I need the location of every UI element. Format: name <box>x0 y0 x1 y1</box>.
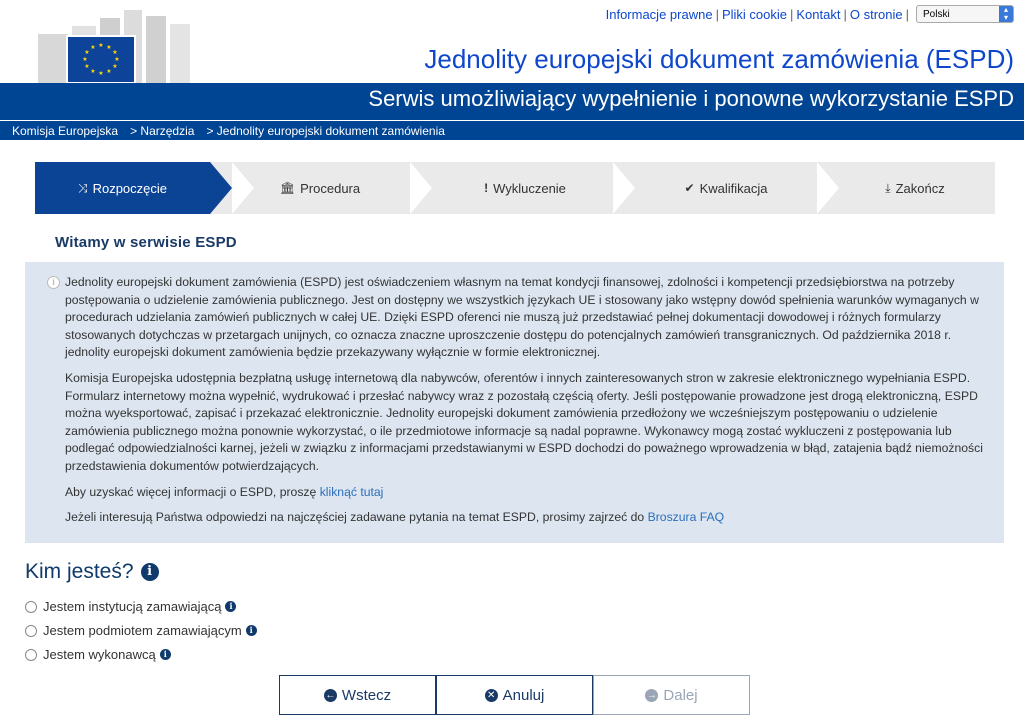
info-paragraph-3: Aby uzyskać więcej informacji o ESPD, proszę kliknąć tutaj <box>65 484 384 499</box>
welcome-heading: Witamy w serwisie ESPD <box>55 234 237 251</box>
faq-link[interactable]: Broszura FAQ <box>647 510 725 525</box>
step-exclusion[interactable]: ! Wykluczenie <box>484 180 566 196</box>
info-paragraph-4: Jeżeli interesują Państwa odpowiedzi na najczęściej zadawane pytania na temat ESPD, prosimy zajrzeć do Broszura FAQ <box>65 510 725 525</box>
svg-text:★: ★ <box>112 49 118 56</box>
info-icon[interactable]: i <box>141 563 159 581</box>
shuffle-icon: ⤨ <box>77 180 88 195</box>
arrow-left-icon: ← <box>325 689 336 701</box>
link-legal[interactable]: Informacje prawne <box>605 6 713 22</box>
svg-text:★: ★ <box>98 70 104 77</box>
who-are-you-heading: Kim jesteś? i <box>25 560 159 584</box>
link-cookies[interactable]: Pliki cookie <box>721 6 787 22</box>
step-procedure[interactable]: 🏛 Procedura <box>279 180 361 196</box>
step-arrow <box>210 162 232 214</box>
header-banner <box>0 83 1024 120</box>
step-separator <box>613 162 635 214</box>
svg-text:★: ★ <box>98 42 104 49</box>
breadcrumb-item[interactable]: > Jednolity europejski dokument zamówienia <box>206 123 445 138</box>
info-box <box>25 262 1004 543</box>
language-select[interactable] <box>916 5 1014 23</box>
info-paragraph-2: Komisja Europejska udostępnia bezpłatną usługę internetową dla nabywców, oferentów i innych zainteresowanych stron w zakresie elektronicznego wypełniania ESPD. Formularz internetowy można wypełnić, wydrukować i przesłać nabywcy wraz z pozostałą częścią oferty. Jeśli postępowanie prowadzone jest drogą elektroniczną, ESPD można wyeksportować, zapisać i przekazać elektronicznie. Jednolity europejski dokument zamówienia przedłożony we wcześniejszym postępowaniu o udzielenie zamówienia publicznego można ponownie wykorzystać, o ile przedmiotowe informacje są nadal poprawne. Wykonawcy mogą zostać wykluczeni z postępowania lub podlegać odpowiedzialności karnej, jeżeli w związku z informacjami przedstawianymi w ESPD dochodzi do poważnego wprowadzenia w błąd, zatajenia bądź niemożności przedstawienia dokumentów potwierdzających. <box>65 370 983 473</box>
download-icon: ⤓ <box>885 180 891 195</box>
svg-text:★: ★ <box>84 63 90 70</box>
radio-button[interactable] <box>25 625 37 637</box>
svg-text:★: ★ <box>90 44 96 51</box>
eu-flag-icon <box>68 37 134 82</box>
top-links: Informacje prawne | Pliki cookie | Kontakt | O stronie | Polski ▴ ▾ <box>606 5 1014 23</box>
exclamation-icon: ! <box>484 181 489 195</box>
svg-text:★: ★ <box>82 56 88 63</box>
svg-text:★: ★ <box>106 68 112 75</box>
radio-contracting-authority[interactable]: Jestem instytucją zamawiającą i <box>25 599 236 614</box>
info-icon[interactable]: i <box>246 625 257 636</box>
svg-text:★: ★ <box>90 68 96 75</box>
info-paragraph-1: Jednolity europejski dokument zamówienia (ESPD) jest oświadczeniem własnym na temat kondycji finansowej, zdolności i kompetencji przedsiębiorstwa na potrzeby postępowania o udzielenie zamówienia publicznego. Jest on dostępny we wszystkich językach UE i stosowany jako wstępny dowód spełnienia warunków wymaganych w procedurach udzielania zamówień publicznych w całej UE. Dzięki ESPD oferenci nie muszą już przedstawiać pełnej dokumentacji dowodowej i różnych formularzy stosowanych dotychczas w przetargach unijnych, co oznacza znaczne uproszczenie dostępu do potencjalnych zamówień transgranicznych. Od października 2018 r. jednolity europejski dokument zamówienia będzie przekazywany wyłącznie w formie elektronicznej. <box>65 275 979 360</box>
svg-text:★: ★ <box>112 63 118 70</box>
step-separator <box>410 162 432 214</box>
close-icon: ✕ <box>485 689 498 702</box>
cancel-button[interactable]: ✕ Anuluj <box>436 675 593 715</box>
page-title: Jednolity europejski dokument zamówienia (ESPD) <box>424 44 1014 74</box>
breadcrumb-item[interactable]: Komisja Europejska <box>12 123 119 138</box>
bank-icon: 🏛 <box>279 181 296 195</box>
link-about[interactable]: O stronie <box>849 6 903 22</box>
svg-text:★: ★ <box>106 44 112 51</box>
radio-button[interactable] <box>25 601 37 613</box>
check-circle-icon: ✔ <box>684 181 695 195</box>
breadcrumb <box>0 120 1024 140</box>
language-value: Polski <box>923 8 950 20</box>
link-contact[interactable]: Kontakt <box>796 6 841 22</box>
wizard-steps <box>35 162 995 214</box>
svg-text:★: ★ <box>84 49 90 56</box>
svg-text:★: ★ <box>114 56 120 63</box>
step-qualification[interactable]: ✔ Kwalifikacja <box>684 180 768 196</box>
back-button[interactable]: ← Wstecz <box>279 675 436 715</box>
step-start[interactable]: ⤨ Rozpoczęcie <box>35 162 210 214</box>
next-button[interactable]: → Dalej <box>593 675 750 715</box>
more-info-link[interactable]: kliknąć tutaj <box>319 484 384 499</box>
radio-economic-operator[interactable]: Jestem wykonawcą i <box>25 647 171 662</box>
step-finish[interactable]: ⤓ Zakończ <box>885 180 945 196</box>
radio-button[interactable] <box>25 649 37 661</box>
breadcrumb-item[interactable]: > Narzędzia <box>130 123 195 138</box>
select-arrows-icon: ▴ ▾ <box>999 6 1013 22</box>
radio-contracting-entity[interactable]: Jestem podmiotem zamawiającym i <box>25 623 257 638</box>
info-icon: i <box>47 276 60 289</box>
info-icon[interactable]: i <box>225 601 236 612</box>
info-icon[interactable]: i <box>160 649 171 660</box>
banner-subtitle: Serwis umożliwiający wypełnienie i ponowne wykorzystanie ESPD <box>368 86 1014 111</box>
arrow-right-icon: → <box>646 689 657 701</box>
